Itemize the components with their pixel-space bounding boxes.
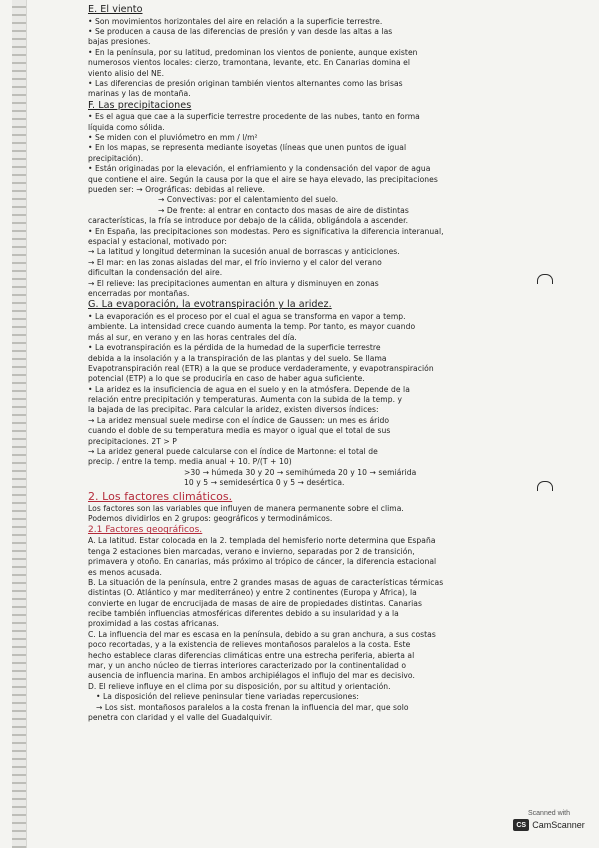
text-line: Evapotranspiración real (ETR) a la que se produce verdaderamente, y evapotranspiración xyxy=(88,363,434,373)
text-line: cuando el doble de su temperatura media es mayor o igual que el total de sus xyxy=(88,426,391,436)
text-line: dificultan la condensación del aire. xyxy=(88,268,223,278)
text-line: 2.1 Factores geográficos. xyxy=(88,525,203,536)
camscanner-name: CamScanner xyxy=(532,820,585,830)
text-line: Los factores son las variables que influyen de manera permanente sobre el clima. xyxy=(88,503,404,513)
text-line: relación entre precipitación y temperaturas. Aumenta con la subida de la temp. y xyxy=(88,395,403,405)
text-line: distintas (O. Atlántico y mar mediterráneo) y entre 2 continentes (Europa y África), la xyxy=(88,588,417,598)
text-line: que contiene el aire. Según la causa por la que el aire se haya elevado, las precipitaciones xyxy=(88,174,438,184)
text-line: pueden ser: → Orográficas: debidas al relieve. xyxy=(88,185,265,195)
text-line: hecho establece claras diferencias climáticas entre una estrecha periferia, abierta al xyxy=(88,650,415,660)
text-line: más al sur, en verano y en las horas centrales del día. xyxy=(88,332,297,342)
text-line: la bajada de las precipitac. Para calcular la aridez, existen diversos índices: xyxy=(88,405,379,415)
bookmark-icon xyxy=(537,481,553,491)
text-line: • En la península, por su latitud, predominan los vientos de poniente, aunque existen xyxy=(88,47,418,57)
text-line: numerosos vientos locales: cierzo, tramontana, levante, etc. En Canarias domina el xyxy=(88,58,411,68)
text-line: Podemos dividirlos en 2 grupos: geográficos y termodinámicos. xyxy=(88,513,333,523)
text-line: • Es el agua que cae a la superficie terrestre procedente de las nubes, tanto en forma xyxy=(88,112,420,122)
camscanner-watermark xyxy=(503,810,595,842)
text-line: convierte en lugar de encrucijada de masas de aire de propiedades distintas. Canarias xyxy=(88,598,422,608)
text-line: precipitaciones. 2T > P xyxy=(88,436,177,446)
text-line: precipitación). xyxy=(88,153,144,163)
text-line: • En los mapas, se representa mediante isoyetas (líneas que unen puntos de igual xyxy=(88,143,407,153)
text-line: A. La latitud. Estar colocada en la 2. templada del hemisferio norte determina que España xyxy=(88,536,436,546)
text-line: G. La evaporación, la evotranspiración y la aridez. xyxy=(88,299,332,311)
text-line: → El relieve: las precipitaciones aumentan en altura y disminuyen en zonas xyxy=(88,278,379,288)
text-line: líquida como sólida. xyxy=(88,122,165,132)
text-line: • La aridez es la insuficiencia de agua en el suelo y en la atmósfera. Depende de la xyxy=(88,384,410,394)
text-line: viento alisio del NE. xyxy=(88,68,165,78)
text-line: encerradas por montañas. xyxy=(88,288,190,298)
text-line: >30 → húmeda 30 y 20 → semihúmeda 20 y 10 → semiárida xyxy=(184,467,417,477)
text-line: es menos acusada. xyxy=(88,567,162,577)
text-line: → Convectivas: por el calentamiento del suelo. xyxy=(158,195,339,205)
text-line: penetra con claridad y el valle del Guadalquivir. xyxy=(88,713,273,722)
scanned-with-label: Scanned with xyxy=(527,810,571,817)
text-line: • La disposición del relieve peninsular tiene variadas repercusiones: xyxy=(96,692,359,702)
text-line: → El mar: en las zonas aisladas del mar, el frío invierno y el calor del verano xyxy=(88,257,382,267)
text-line: poco recortadas, y a la existencia de relieves montañosos paralelos a la costa. Este xyxy=(88,640,411,650)
text-line: → La latitud y longitud determinan la sucesión anual de borrascas y anticiclones. xyxy=(88,247,400,257)
text-line: bajas presiones. xyxy=(88,37,151,47)
text-line: • La evotranspiración es la pérdida de la humedad de la superficie terrestre xyxy=(88,343,381,353)
text-line: mar, y un ancho núcleo de tierras interiores caracterizado por la continentalidad o xyxy=(88,661,407,671)
text-line: espacial y estacional, motivado por: xyxy=(88,237,228,246)
text-line: → De frente: al entrar en contacto dos masas de aire de distintas xyxy=(158,205,409,215)
text-line: C. La influencia del mar es escasa en la península, debido a su gran anchura, a sus costas xyxy=(88,629,436,639)
text-line: → La aridez general puede calcularse con el índice de Martonne: el total de xyxy=(88,447,378,457)
text-line: → Los sist. montañosos paralelos a la costa frenan la influencia del mar, que solo xyxy=(96,702,409,712)
text-line: características, la fría se introduce por debajo de la cálida, obligándola a ascender. xyxy=(88,216,409,226)
text-line: • Las diferencias de presión originan también vientos alternantes como las brisas xyxy=(88,78,403,88)
text-line: 10 y 5 → semidesértica 0 y 5 → desértica. xyxy=(184,478,345,488)
text-line: precip. / entre la temp. media anual + 10. P/(T + 10) xyxy=(88,457,292,467)
text-line: • Se miden con el pluviómetro en mm / l/m² xyxy=(88,133,258,143)
text-line: • Se producen a causa de las diferencias de presión y van desde las altas a las xyxy=(88,26,393,36)
text-line: debida a la insolación y a la transpiración de las plantas y del suelo. Se llama xyxy=(88,353,387,363)
text-line: → La aridez mensual suele medirse con el índice de Gaussen: un mes es árido xyxy=(88,415,390,425)
text-line: • Están originadas por la elevación, el enfriamiento y la condensación del vapor de agua xyxy=(88,164,431,174)
text-line: ausencia de influencia marina. En ambos archipiélagos el influjo del mar es decisivo. xyxy=(88,671,415,681)
text-line: B. La situación de la península, entre 2 grandes masas de aguas de características térmicas xyxy=(88,577,444,587)
bookmark-icon xyxy=(537,274,553,284)
text-line: • Son movimientos horizontales del aire en relación a la superficie terrestre. xyxy=(88,16,383,26)
camscanner-logo-icon: CS xyxy=(513,819,529,831)
text-line: marinas y las de montaña. xyxy=(88,89,191,99)
text-line: ambiente. La intensidad crece cuando aumenta la temp. Por tanto, es mayor cuando xyxy=(88,322,416,332)
text-line: • En España, las precipitaciones son modestas. Pero es significativa la diferencia interanual, xyxy=(88,226,444,236)
text-line: E. El viento xyxy=(88,4,143,15)
text-line: tenga 2 estaciones bien marcadas, verano e invierno, separadas por 2 de transición, xyxy=(88,546,415,556)
text-line: F. Las precipitaciones xyxy=(88,99,192,111)
notebook-spiral xyxy=(12,0,27,848)
notebook-page xyxy=(88,4,584,804)
text-line: potencial (ETP) a lo que se produciría en caso de haber agua suficiente. xyxy=(88,374,365,384)
text-line: proximidad a las costas africanas. xyxy=(88,619,219,629)
text-line: primavera y otoño. En canarias, más próximo al trópico de cáncer, la diferencia estacional xyxy=(88,557,437,567)
text-line: 2. Los factores climáticos. xyxy=(88,489,233,503)
text-line: D. El relieve influye en el clima por su disposición, por su altitud y orientación. xyxy=(88,681,391,691)
text-line: • La evaporación es el proceso por el cual el agua se transforma en vapor a temp. xyxy=(88,311,406,321)
text-line: recibe también influencias atmosféricas diferentes debido a su insularidad y a la xyxy=(88,609,399,619)
